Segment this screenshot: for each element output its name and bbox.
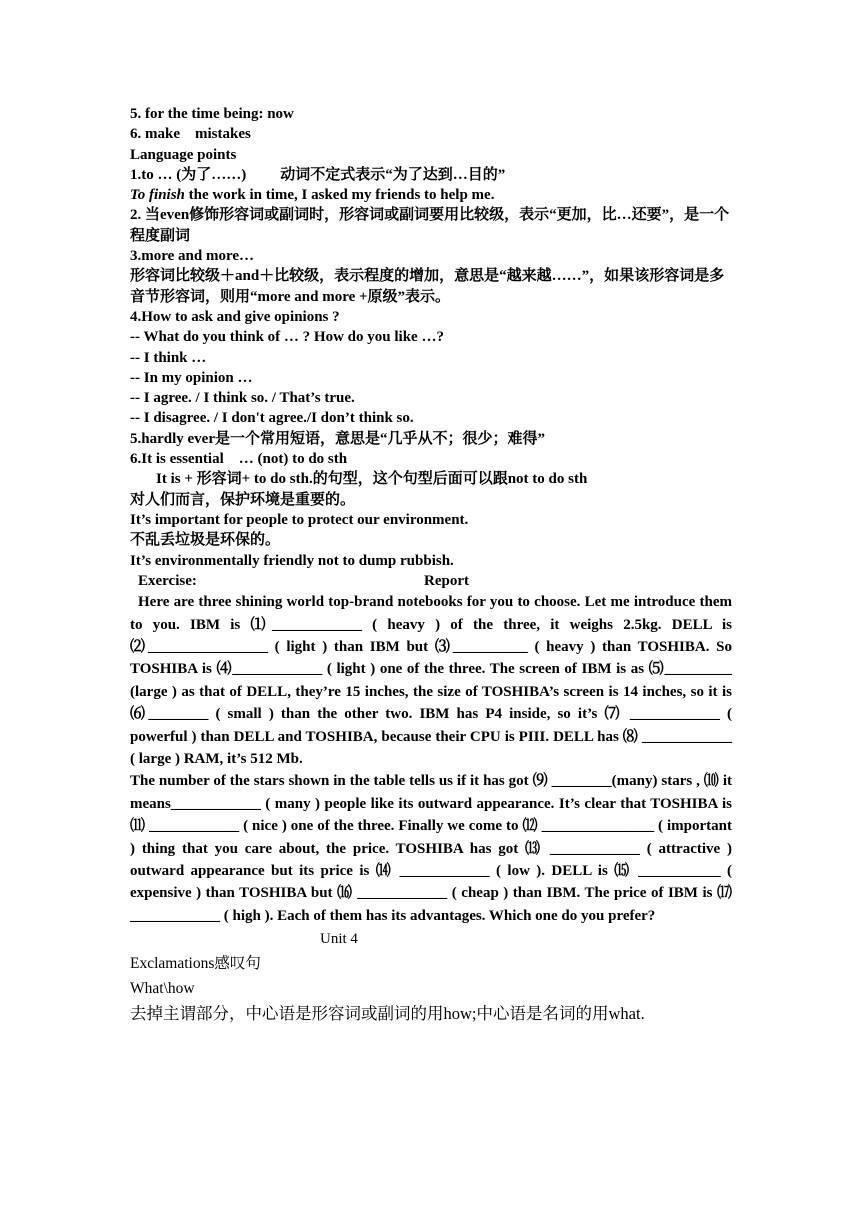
lp-6-example-en-2: It’s environmentally friendly not to dump rubbish. bbox=[130, 552, 454, 569]
point-6-line: 6. make mistakes bbox=[130, 126, 251, 143]
unit-title: Unit 4 bbox=[320, 931, 358, 948]
what-how-line: What\how bbox=[130, 980, 195, 998]
exclamations-heading: Exclamations感叹句 bbox=[130, 955, 261, 973]
lp-6-example-cn-2: 不乱丢垃圾是环保的。 bbox=[130, 532, 281, 549]
lp-1-example bbox=[130, 185, 732, 205]
lp-6-title: 6.It is essential … (not) to do sth bbox=[130, 451, 348, 468]
exclamation-rule: 去掉主谓部分，中心语是形容词或副词的用how;中心语是名词的用what. bbox=[130, 1004, 645, 1024]
lp-3-title: 3.more and more… bbox=[130, 248, 255, 265]
lp-2-line: 2. 当even修饰形容词或副词时，形容词或副词要用比较级，表示“更加，比…还要”，是一个程度副词 bbox=[130, 207, 730, 244]
lp-1-line bbox=[130, 165, 732, 185]
exercise-paragraph-1: Here are three shining world top-brand notebooks for you to choose. Let me introduce them to you. IBM is ⑴____________ ( heavy ) of the three, it weighs 2.5kg. DELL is ⑵________________ ( light ) than IBM but ⑶__________ ( heavy ) than TOSHIBA. So TOSHIBA is ⑷____________ ( light ) one of the three. The screen of IBM is as ⑸_________ (large ) as that of DELL, they’re 15 inches, the size of TOSHIBA’s screen is 14 inches, so it is ⑹________ ( small ) than the other two. IBM has P4 inside, so it’s ⑺ ____________ ( powerful ) than DELL and TOSHIBA, because their CPU is PIII. DELL has ⑻ ____________ ( large ) RAM, it’s 512 Mb. bbox=[130, 594, 732, 767]
report-label: Report bbox=[424, 572, 469, 589]
opinion-line-3: -- In my opinion … bbox=[130, 369, 253, 386]
lp-5-line: 5.hardly ever是一个常用短语，意思是“几乎从不；很少；难得” bbox=[130, 430, 545, 447]
lp-1-title: 1.to … (为了……) bbox=[130, 166, 247, 183]
exercise-heading bbox=[130, 571, 732, 591]
lp-1-example-italic: To finish bbox=[130, 187, 185, 204]
opinion-line-1: -- What do you think of … ? How do you like …? bbox=[130, 329, 444, 346]
lp-4-title: 4.How to ask and give opinions ? bbox=[130, 308, 340, 325]
exercise-paragraph-2: The number of the stars shown in the table tells us if it has got ⑼ ________(many) stars , ⑽ it means____________ ( many ) people like its outward appearance. It’s clear that TOSHIBA is ⑾ ____________ ( nice ) one of the three. Finally we come to ⑿ _______________ ( important ) thing that you care about, the price. TOSHIBA has got ⒀ ____________ ( attractive ) outward appearance but its price is ⒁ ____________ ( low ). DELL is ⒂ ___________ ( expensive ) than TOSHIBA but ⒃ ____________ ( cheap ) than IBM. The price of IBM is ⒄ ____________ ( high ). Each of them has its advantages. Which one do you prefer? bbox=[130, 773, 732, 924]
lp-6-example-cn-1: 对人们而言，保护环境是重要的。 bbox=[130, 491, 356, 508]
lp-1-example-rest: the work in time, I asked my friends to help me. bbox=[184, 187, 495, 204]
opinion-line-2: -- I think … bbox=[130, 349, 207, 366]
exercise-label: Exercise: bbox=[138, 572, 197, 589]
opinion-line-5: -- I disagree. / I don't agree./I don’t think so. bbox=[130, 410, 414, 427]
exercise-body bbox=[130, 591, 732, 927]
lp-6-example-en-1: It’s important for people to protect our environment. bbox=[130, 511, 469, 528]
lp-3-explanation: 形容词比较级＋and＋比较级，表示程度的增加，意思是“越来越……”，如果该形容词是多音节形容词，则用“more and more +原级”表示。 bbox=[130, 268, 725, 305]
language-points-heading: Language points bbox=[130, 146, 237, 163]
lp-6-pattern: It is + 形容词+ to do sth.的句型，这个句型后面可以跟not to do sth bbox=[156, 471, 588, 488]
opinion-line-4: -- I agree. / I think so. / That’s true. bbox=[130, 390, 355, 407]
lp-1-explanation: 动词不定式表示“为了达到…目的” bbox=[280, 166, 506, 183]
point-5-line: 5. for the time being: now bbox=[130, 106, 294, 122]
